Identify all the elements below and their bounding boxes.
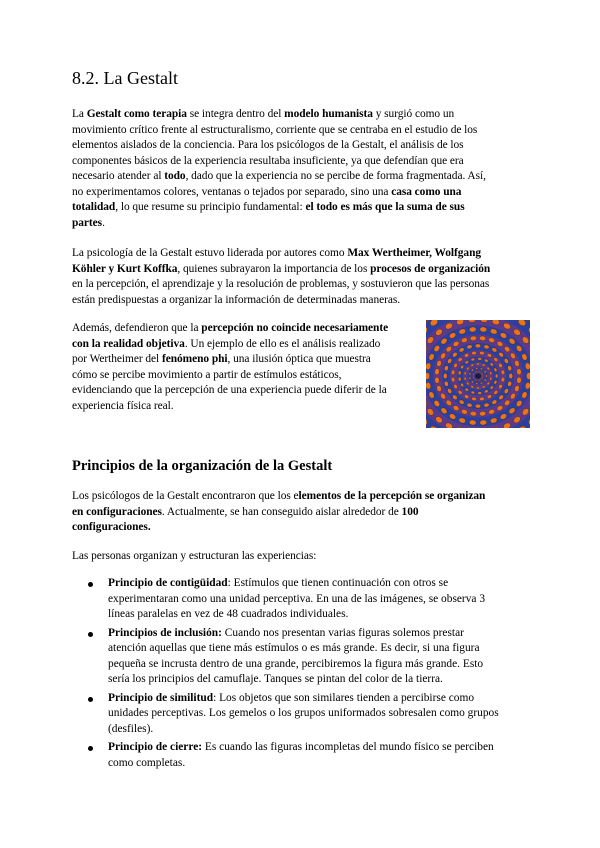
principle-line: (desfiles). xyxy=(108,722,154,735)
text-line: cómo se percibe movimiento a partir de estímulos estáticos, xyxy=(72,368,342,381)
bold-term: todo xyxy=(164,170,186,182)
principle-item xyxy=(72,691,532,738)
principle-line: Principio de contigüidad: Estímulos que tienen continuación con otros se xyxy=(108,577,449,589)
illusion-dot xyxy=(509,373,513,378)
bold-term: partes xyxy=(72,216,103,229)
bold-term: casa como una xyxy=(391,185,462,198)
illusion-dot xyxy=(475,383,478,385)
configurations-paragraph xyxy=(72,489,532,536)
text-line: totalidad, lo que resume su principio fundamental: el todo es más que la suma de sus xyxy=(72,201,465,213)
perception-paragraph xyxy=(72,321,417,414)
principle-line: unidades perceptivas. Los gemelos o los grupos uniformados sobresalen como grupos xyxy=(108,707,499,719)
bullet-icon xyxy=(88,746,93,751)
bold-term: totalidad xyxy=(72,201,116,213)
principle-item xyxy=(72,576,532,623)
intro-paragraph xyxy=(72,107,532,231)
text-line: no experimentamos colores, ventanas o tejados por separado, sino una casa como una xyxy=(72,185,462,198)
illusion-dot xyxy=(475,404,480,408)
principle-name: Principios de inclusión: xyxy=(108,626,222,639)
bold-term: Gestalt como terapia xyxy=(86,108,187,120)
bold-term: procesos de organización xyxy=(370,262,491,275)
illusion-center xyxy=(475,373,481,379)
illusion-dot xyxy=(495,374,498,378)
principle-line: sería los principios del camuflaje. Tanques se pintan del color de la tierra. xyxy=(108,673,443,685)
principles-list xyxy=(72,576,532,774)
bold-term: 100 xyxy=(401,505,419,518)
bold-term: el todo es más que la suma de sus xyxy=(305,201,465,213)
illusion-dot xyxy=(426,373,430,380)
text-line: en configuraciones. Actualmente, se han conseguido aislar alrededor de 100 xyxy=(72,505,419,518)
bold-term: modelo humanista xyxy=(284,108,373,120)
principle-line: atención aquellas que tiene más estímulos o es más grande. Es decir, si una figura xyxy=(108,642,480,654)
bold-term: lementos de la percepción se organizan xyxy=(298,490,486,502)
principle-line: Principio de cierre: Es cuando las figuras incompletas del mundo físico se perciben xyxy=(108,741,494,753)
bullet-icon xyxy=(88,582,93,587)
principle-line: líneas paralelas en vez de 48 cuadrados individuales. xyxy=(108,608,349,620)
text-line: con la realidad objetiva. Un ejemplo de ello es el análisis realizado xyxy=(72,337,381,350)
principle-line: experimentaran como una unidad perceptiva. En una de las imágenes, se observa 3 xyxy=(108,592,486,605)
text-line: elementos aislados de la conciencia. Para los psicólogos de la Gestalt, el análisis de los xyxy=(72,139,464,151)
principle-item xyxy=(72,626,532,688)
principle-name: Principio de contigüidad xyxy=(108,577,228,589)
text-line: movimiento crítico frente al estructuralismo, corriente que se centraba en el estudio de los xyxy=(72,123,478,136)
illusion-dot xyxy=(476,387,479,389)
text-line: por Wertheimer del fenómeno phi, una ilusión óptica que muestra xyxy=(72,353,371,365)
principle-name: Principio de cierre: xyxy=(108,741,203,753)
text-line: partes. xyxy=(72,216,105,229)
authors-paragraph xyxy=(72,246,532,308)
text-line: Köhler y Kurt Koffka, quienes subrayaron la importancia de los procesos de organización xyxy=(72,262,491,275)
text-line: experiencia física real. xyxy=(72,399,174,412)
text-line: Los psicólogos de la Gestalt encontraron que los elementos de la percepción se organizan xyxy=(72,490,486,502)
principle-item xyxy=(72,740,532,771)
bold-term: en configuraciones xyxy=(72,505,162,518)
section-title: 8.2. La Gestalt xyxy=(72,68,178,88)
principle-line: Principio de similitud: Los objetos que son similares tienden a percibirse como xyxy=(108,691,475,704)
text-line: en la percepción, el aprendizaje y la resolución de problemas, y sostuvieron que las personas xyxy=(72,278,490,290)
illusion-dot xyxy=(443,373,447,378)
text-line: La psicología de la Gestalt estuvo liderada por autores como Max Wertheimer, Wolfgang xyxy=(72,247,481,259)
illusion-dot xyxy=(475,367,478,369)
illusion-dot xyxy=(475,344,480,348)
text-line: evidenciando que la percepción de una experiencia puede diferir de la xyxy=(72,384,387,396)
principles-heading: Principios de la organización de la Gestalt xyxy=(72,458,333,474)
text-line: componentes básicos de la experiencia resultaba insuficiente, ya que defendían que era xyxy=(72,154,464,167)
text-line: La Gestalt como terapia se integra dentro del modelo humanista y surgió como un xyxy=(72,108,455,120)
bold-term: Max Wertheimer, Wolfgang xyxy=(347,247,481,259)
bold-term: con la realidad objetiva xyxy=(72,337,185,350)
optical-illusion-image xyxy=(426,320,530,428)
illusion-dot xyxy=(478,357,482,360)
bold-term: percepción no coincide necesariamente xyxy=(201,322,389,334)
illusion-dot xyxy=(478,391,482,394)
experiences-paragraph: Las personas organizan y estructuran las experiencias: xyxy=(72,550,317,562)
principle-line: como completas. xyxy=(108,756,186,769)
text-line xyxy=(72,520,532,536)
illusion-dot xyxy=(486,375,488,378)
illusion-dot xyxy=(476,363,479,365)
principle-line: pequeña se incrusta dentro de una grande, percibiremos la figura más grande. Esto xyxy=(108,657,484,670)
bold-term: fenómeno phi xyxy=(161,353,228,365)
illusion-dot xyxy=(526,373,530,380)
bold-term: Köhler y Kurt Koffka xyxy=(72,262,178,275)
text-line: Además, defendieron que la percepción no coincide necesariamente xyxy=(72,322,389,334)
text-line: están predispuestas a organizar la información de determinadas maneras. xyxy=(72,293,401,306)
bold-term: configuraciones. xyxy=(72,521,151,533)
bullet-icon xyxy=(88,697,93,702)
bullet-icon xyxy=(88,632,93,637)
principle-name: Principio de similitud xyxy=(108,691,214,704)
principle-line: Principios de inclusión: Cuando nos presentan varias figuras solemos prestar xyxy=(108,626,464,639)
text-line: necesario atender al todo, dado que la experiencia no se percibe de forma fragmentada. Así, xyxy=(72,170,486,182)
